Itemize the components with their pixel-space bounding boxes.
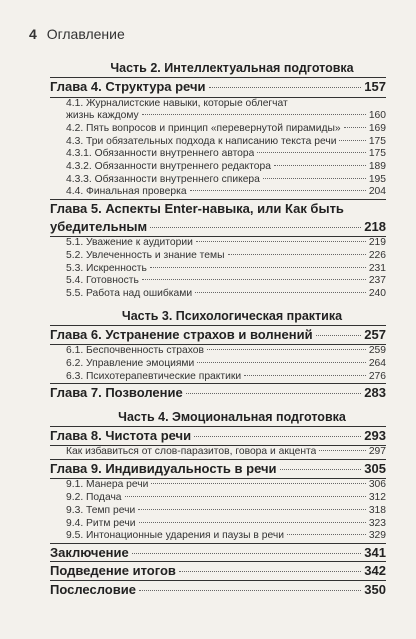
chapter-entry: [50, 561, 386, 580]
chapter-entry: [50, 383, 386, 402]
section-title: 4.3.1. Обязанности внутреннего автора: [66, 148, 255, 160]
page-ref: 264: [368, 357, 386, 369]
dot-leader: [150, 267, 366, 268]
dot-leader: [179, 571, 361, 572]
section-title: 9.5. Интонационные ударения и паузы в речи: [66, 530, 284, 542]
section-title: 6.1. Беспочвенность страхов: [66, 345, 204, 357]
dot-leader: [197, 362, 366, 363]
dot-leader: [196, 241, 366, 242]
chapter-title: Подведение итогов: [50, 563, 176, 579]
page-ref: 318: [368, 504, 386, 516]
chapter-title: Глава 9. Индивидуальность в речи: [50, 460, 277, 476]
section-entry: [50, 344, 386, 358]
chapter-entry: [50, 218, 386, 236]
section-entry: [50, 505, 386, 518]
section-title: 5.2. Увлеченность и знание темы: [66, 249, 225, 261]
section-entry: [50, 123, 386, 136]
page-ref: 231: [368, 262, 386, 274]
dot-leader: [344, 127, 366, 128]
section-title: 4.2. Пять вопросов и принцип «перевернутой пирамиды»: [66, 122, 341, 134]
dot-leader: [190, 190, 366, 191]
chapter-title: Послесловие: [50, 581, 136, 597]
section-entry: [50, 148, 386, 161]
table-of-contents: [50, 57, 386, 598]
section-entry: [50, 174, 386, 187]
page-ref: 259: [368, 345, 386, 357]
dot-leader: [132, 553, 362, 554]
section-title: 4.3.2. Обязанности внутреннего редактора: [66, 161, 271, 173]
part-heading: Часть 4. Эмоциональная подготовка: [118, 409, 346, 424]
part-heading: Часть 2. Интеллектуальная подготовка: [110, 61, 354, 75]
chapter-entry: [50, 580, 386, 599]
section-entry: [50, 250, 386, 263]
page-running-title: Оглавление: [46, 26, 125, 42]
page-ref: 219: [368, 237, 386, 249]
section-title: 9.2. Подача: [66, 492, 122, 504]
page-ref: 312: [368, 492, 386, 504]
page-ref: 169: [368, 122, 386, 134]
page-ref: 257: [364, 326, 386, 342]
section-entry: [50, 275, 386, 288]
dot-leader: [280, 469, 362, 470]
page-ref: 157: [364, 79, 386, 94]
page-ref: 305: [364, 460, 386, 476]
page-ref: 341: [364, 544, 386, 560]
chapter-entry: [50, 543, 386, 562]
dot-leader: [139, 590, 361, 591]
page-ref: 306: [368, 479, 386, 491]
chapter-title: Глава 8. Чистота речи: [50, 427, 192, 443]
section-title: 4.3. Три обязательных подхода к написанию текста речи: [66, 135, 337, 147]
section-title: 5.1. Уважение к аудитории: [66, 237, 193, 249]
dot-leader: [263, 178, 366, 179]
section-entry: [50, 530, 386, 543]
section-entry: [50, 445, 386, 459]
section-entry: [50, 263, 386, 276]
page-header: [29, 26, 125, 42]
page-ref: 342: [364, 563, 386, 579]
chapter-title: Глава 4. Структура речи: [50, 79, 206, 94]
page-ref: 175: [368, 135, 386, 147]
dot-leader: [207, 349, 366, 350]
section-title-line: 4.1. Журналистские навыки, которые облегчат: [50, 97, 386, 111]
section-title: 6.3. Психотерапевтические практики: [66, 370, 242, 382]
section-title: Как избавиться от слов-паразитов, говора и акцента: [66, 446, 317, 458]
chapter-title: Глава 7. Позволение: [50, 385, 183, 401]
dot-leader: [142, 114, 366, 115]
page-ref: 189: [368, 161, 386, 173]
section-entry: [50, 288, 386, 301]
page-ref: 329: [368, 530, 386, 542]
page-ref: 283: [364, 385, 386, 401]
chapter-entry: [50, 77, 386, 96]
dot-leader: [125, 496, 366, 497]
section-entry: [50, 478, 386, 492]
section-entry: [50, 518, 386, 531]
chapter-title: Глава 6. Устранение страхов и волнений: [50, 326, 313, 342]
page-ref: 195: [368, 173, 386, 185]
section-title: 4.4. Финальная проверка: [66, 186, 187, 198]
section-title: 9.4. Ритм речи: [66, 517, 136, 529]
dot-leader: [195, 292, 366, 293]
chapter-entry: [50, 459, 386, 478]
dot-leader: [228, 254, 366, 255]
page-number: 4: [29, 26, 37, 42]
page-ref: 293: [364, 427, 386, 443]
dot-leader: [139, 522, 366, 523]
section-entry: [50, 236, 386, 250]
page-ref: 240: [368, 287, 386, 299]
dot-leader: [274, 165, 366, 166]
dot-leader: [186, 393, 362, 394]
section-title: жизнь каждому: [66, 110, 139, 122]
section-title: 4.3.3. Обязанности внутреннего спикера: [66, 173, 260, 185]
page-ref: 237: [368, 275, 386, 287]
dot-leader: [138, 509, 366, 510]
section-entry: [50, 161, 386, 174]
section-title: 6.2. Управление эмоциями: [66, 357, 195, 369]
section-entry: [50, 492, 386, 505]
page-ref: 160: [368, 110, 386, 122]
part-heading: Часть 3. Психологическая практика: [121, 308, 343, 323]
chapter-entry: [50, 426, 386, 445]
page-ref: 323: [368, 517, 386, 529]
page-ref: 226: [368, 249, 386, 261]
section-title: 9.1. Манера речи: [66, 479, 149, 491]
section-title: 5.5. Работа над ошибками: [66, 287, 193, 299]
section-entry: [50, 110, 386, 123]
dot-leader: [209, 87, 362, 88]
dot-leader: [316, 335, 362, 336]
dot-leader: [287, 534, 366, 535]
page-ref: 218: [364, 218, 386, 234]
section-title: 5.3. Искренность: [66, 262, 147, 274]
dot-leader: [151, 483, 365, 484]
dot-leader: [244, 375, 366, 376]
section-entry: [50, 358, 386, 371]
dot-leader: [319, 450, 365, 451]
chapter-title-line: Глава 5. Аспекты Enter-навыка, или Как быть: [50, 199, 386, 218]
chapter-entry: [50, 325, 386, 344]
dot-leader: [150, 227, 361, 228]
chapter-title: Заключение: [50, 544, 129, 560]
page-ref: 204: [368, 186, 386, 198]
dot-leader: [142, 279, 366, 280]
section-entry: [50, 371, 386, 384]
page-ref: 276: [368, 370, 386, 382]
page-ref: 350: [364, 581, 386, 597]
page-ref: 175: [368, 148, 386, 160]
dot-leader: [339, 140, 365, 141]
section-entry: [50, 186, 386, 199]
page-ref: 297: [368, 446, 386, 458]
section-entry: [50, 136, 386, 149]
dot-leader: [257, 152, 365, 153]
section-title: 5.4. Готовность: [66, 275, 139, 287]
dot-leader: [194, 436, 361, 437]
section-title: 9.3. Темп речи: [66, 504, 136, 516]
chapter-title: убедительным: [50, 218, 148, 234]
